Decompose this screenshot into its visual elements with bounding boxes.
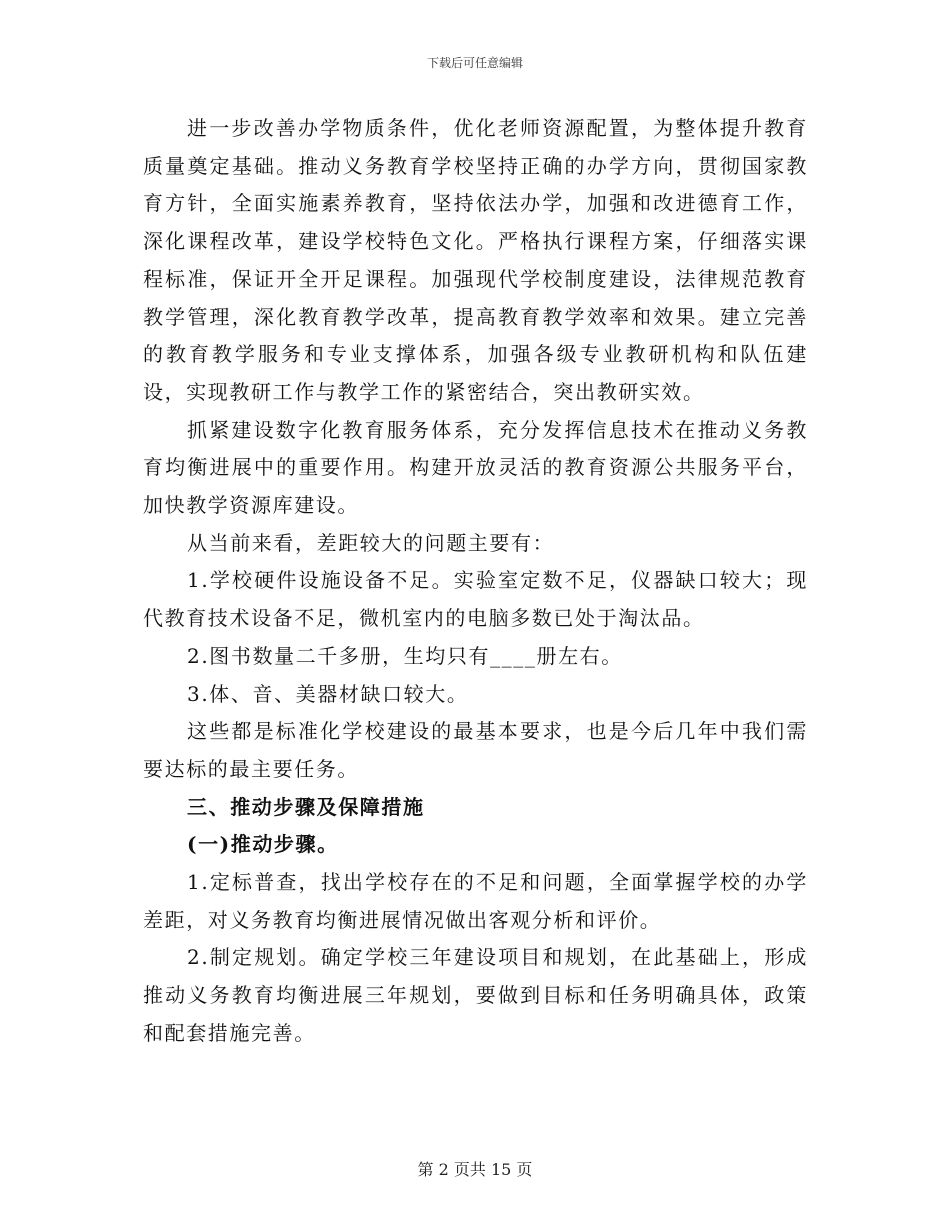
paragraph-gap-intro: 从当前来看，差距较大的问题主要有： bbox=[187, 530, 555, 555]
list-item-books: 2.图书数量二千多册，生均只有____册左右。 bbox=[187, 643, 623, 668]
list-item-hardware: 1.学校硬件设施设备不足。实验室定数不足，仪器缺口较大；现代教育技术设备不足，微机室内的电脑多数已处于淘汰品。 bbox=[143, 568, 808, 631]
step-planning: 2.制定规划。确定学校三年建设项目和规划，在此基础上，形成推动义务教育均衡进展三年规划，要做到目标和任务明确具体，政策和配套措施完善。 bbox=[143, 945, 808, 1045]
list-item-equipment: 3.体、音、美器材缺口较大。 bbox=[187, 681, 469, 706]
document-body bbox=[143, 110, 808, 1053]
subsection-heading: (一)推动步骤。 bbox=[187, 832, 339, 857]
section-heading: 三、推动步骤及保障措施 bbox=[187, 794, 425, 819]
header-note: 下载后可任意编辑 bbox=[426, 56, 523, 70]
page-number: 第 2 页共 15 页 bbox=[417, 1160, 533, 1179]
step-survey: 1.定标普查，找出学校存在的不足和问题，全面掌握学校的办学差距，对义务教育均衡进展情况做出客观分析和评价。 bbox=[143, 870, 808, 932]
paragraph-requirements: 这些都是标准化学校建设的最基本要求，也是今后几年中我们需要达标的最主要任务。 bbox=[143, 719, 808, 781]
paragraph-resources: 进一步改善办学物质条件，优化老师资源配置，为整体提升教育质量奠定基础。推动义务教育学校坚持正确的办学方向，贯彻国家教育方针，全面实施素养教育，坚持依法办学，加强和改进德育工作，深化课程改革，建设学校特色文化。严格执行课程方案，仔细落实课程标准，保证开全开足课程。加强现代学校制度建设，法律规范教育教学管理，深化教育教学改革，提高教育教学效率和效果。建立完善的教育教学服务和专业支撑体系，加强各级专业教研机构和队伍建设，实现教研工作与教学工作的紧密结合，突出教研实效。 bbox=[143, 116, 808, 404]
paragraph-digital-services: 抓紧建设数字化教育服务体系，充分发挥信息技术在推动义务教育均衡进展中的重要作用。构建开放灵活的教育资源公共服务平台，加快教学资源库建设。 bbox=[143, 417, 808, 518]
